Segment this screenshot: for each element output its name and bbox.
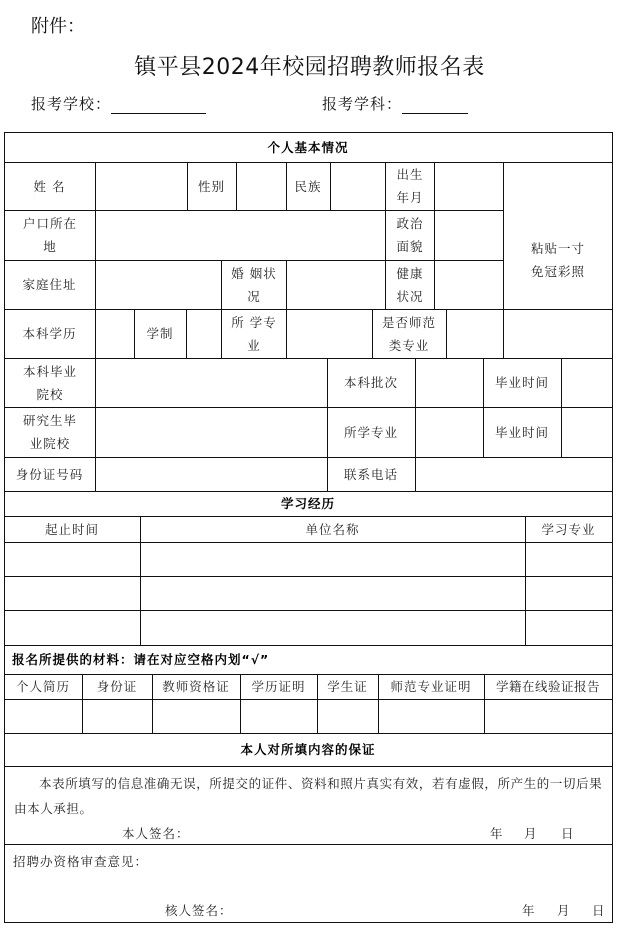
subject-blank[interactable] <box>402 96 468 114</box>
study-col-period: 起止时间 <box>44 521 99 537</box>
pledge-text: 本表所填写的信息准确无误，所提交的证件、资料和照片真实有效，若有虚假，所产生的一切后果由本人承担。 <box>14 776 603 816</box>
hukou-label: 户口所在 地 <box>22 216 77 254</box>
review-month: 月 <box>557 903 571 918</box>
material-degree-proof: 学历证明 <box>251 679 306 694</box>
check-student-card[interactable] <box>317 699 378 733</box>
school-field <box>31 93 206 114</box>
duration-value[interactable] <box>186 309 221 358</box>
materials-section-title: 报名所提供的材料：请在对应空格内划“√” <box>12 652 270 667</box>
review-label: 招聘办资格审查意见： <box>13 854 149 869</box>
name-label: 姓 名 <box>33 178 66 194</box>
undergrad-school-label: 本科毕业院校 <box>22 363 77 402</box>
postgrad-major-label: 所学专业 <box>343 424 398 440</box>
undergrad-school-value[interactable] <box>95 358 327 407</box>
pledge-section-title: 本人对所填内容的保证 <box>240 742 376 757</box>
material-normal-major-proof: 师范专业证明 <box>390 679 472 694</box>
undergrad-batch-value[interactable] <box>415 358 483 407</box>
major-label: 所 学专 业 <box>231 314 277 353</box>
postgrad-grad-time-label: 毕业时间 <box>494 424 549 440</box>
birth-value[interactable] <box>434 162 503 210</box>
material-student-card: 学生证 <box>327 679 368 694</box>
check-degree-proof[interactable] <box>240 699 317 733</box>
material-enrollment-report: 学籍在线验证报告 <box>495 679 600 694</box>
major-value[interactable] <box>286 309 372 358</box>
check-normal-major-proof[interactable] <box>378 699 484 733</box>
duration-label: 学制 <box>146 326 174 341</box>
pledge-sign-label: 本人签名： <box>122 826 190 841</box>
subject-label: 报考学科： <box>322 95 403 113</box>
pledge-month: 月 <box>524 826 538 841</box>
subject-field <box>322 93 468 114</box>
pledge-year: 年 <box>490 826 504 841</box>
check-resume[interactable] <box>4 699 82 733</box>
material-id-card: 身份证 <box>96 679 138 694</box>
political-label: 政治面貌 <box>396 216 424 254</box>
check-teacher-cert[interactable] <box>152 699 240 733</box>
photo-placeholder[interactable]: 粘贴一寸免冠彩照 <box>530 241 585 279</box>
material-resume: 个人简历 <box>15 679 70 694</box>
degree-label: 本科学历 <box>22 326 77 341</box>
study-col-institution: 单位名称 <box>305 521 360 537</box>
study-row-3[interactable] <box>4 610 612 645</box>
degree-value[interactable] <box>95 309 134 358</box>
study-section-title: 学习经历 <box>280 496 335 511</box>
study-row-1[interactable] <box>4 542 612 576</box>
check-enrollment-report[interactable] <box>484 699 612 733</box>
check-id-card[interactable] <box>82 699 152 733</box>
normal-label: 是否师范类专业 <box>381 314 436 353</box>
marital-value[interactable] <box>286 260 385 309</box>
normal-value[interactable] <box>446 309 503 358</box>
name-value[interactable] <box>95 162 187 210</box>
undergrad-grad-time-label: 毕业时间 <box>494 375 549 390</box>
hukou-value[interactable] <box>95 210 385 260</box>
postgrad-school-value[interactable] <box>95 407 327 457</box>
phone-label: 联系电话 <box>343 466 398 482</box>
personal-section-title: 个人基本情况 <box>267 139 349 155</box>
id-number-value[interactable] <box>95 457 327 491</box>
form-title: 镇平县2024年校园招聘教师报名表 <box>134 55 485 80</box>
gender-label: 性别 <box>197 178 225 194</box>
phone-value[interactable] <box>415 457 612 491</box>
pledge-signature-field[interactable] <box>190 822 470 840</box>
address-value[interactable] <box>95 260 221 309</box>
attachment-label: 附件： <box>31 16 85 37</box>
review-year: 年 <box>522 903 536 918</box>
study-col-major: 学习专业 <box>541 521 596 537</box>
school-label: 报考学校： <box>31 95 112 113</box>
review-signature-field[interactable] <box>232 899 492 917</box>
ethnicity-label: 民族 <box>294 178 322 194</box>
material-teacher-cert: 教师资格证 <box>162 679 230 694</box>
postgrad-school-label: 研究生毕业院校 <box>22 413 77 451</box>
gender-value[interactable] <box>236 162 286 210</box>
id-number-label: 身份证号码 <box>15 466 84 482</box>
review-sign-label: 核人签名： <box>165 903 233 918</box>
health-label: 健康状况 <box>396 265 424 304</box>
review-day: 日 <box>592 903 606 918</box>
study-row-2[interactable] <box>4 576 612 610</box>
pledge-day: 日 <box>561 826 575 841</box>
political-value[interactable] <box>434 210 503 260</box>
review-opinion-field[interactable] <box>150 870 590 892</box>
address-label: 家庭住址 <box>22 277 77 292</box>
undergrad-grad-time-value[interactable] <box>561 358 612 407</box>
undergrad-batch-label: 本科批次 <box>343 375 398 390</box>
ethnicity-value[interactable] <box>330 162 385 210</box>
postgrad-major-value[interactable] <box>415 407 483 457</box>
school-blank[interactable] <box>111 96 206 114</box>
postgrad-grad-time-value[interactable] <box>561 407 612 457</box>
health-value[interactable] <box>434 260 503 309</box>
birth-label: 出生年月 <box>396 167 424 205</box>
marital-label: 婚 姻状 况 <box>231 265 277 304</box>
